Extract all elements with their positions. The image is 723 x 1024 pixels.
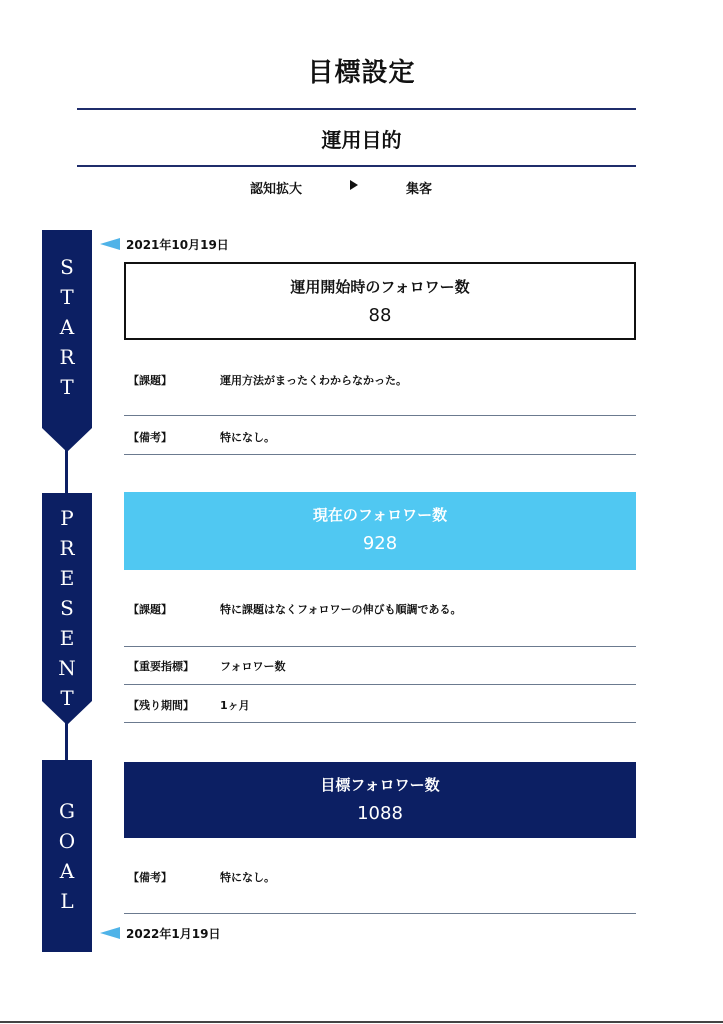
- banner-letter: T: [60, 285, 74, 309]
- banner-letter: E: [59, 626, 75, 650]
- row-divider: [124, 684, 636, 685]
- banner-letter: L: [60, 889, 74, 913]
- goal-follower-label: 目標フォロワー数: [320, 776, 440, 794]
- present-follower-box: [124, 492, 636, 570]
- start-follower-label: 運用開始時のフォロワー数: [290, 278, 470, 296]
- banner-letter: E: [59, 566, 75, 590]
- banner-letter: T: [60, 375, 74, 399]
- goal-note-text: 特になし。: [220, 871, 275, 884]
- present-kpi-label: 【重要指標】: [128, 660, 194, 673]
- row-divider: [124, 646, 636, 647]
- date-pointer-icon: [100, 927, 120, 939]
- row-divider: [124, 415, 636, 416]
- present-follower-value: 928: [362, 533, 398, 554]
- purpose-from: 認知拡大: [250, 182, 303, 197]
- banner-letter: A: [59, 859, 75, 883]
- banner-letter: N: [58, 656, 76, 680]
- banner-letter: S: [60, 596, 74, 620]
- arrow-right-icon: [350, 180, 358, 190]
- banner-letter: R: [59, 536, 75, 560]
- banner-letter: O: [58, 829, 76, 853]
- present-remaining-label: 【残り期間】: [128, 699, 194, 712]
- banner-letter: R: [59, 345, 75, 369]
- page-title: 目標設定: [307, 58, 416, 88]
- present-follower-label: 現在のフォロワー数: [312, 506, 448, 524]
- banner-letter: S: [60, 255, 74, 279]
- goal-date: 2022年1月19日: [126, 927, 221, 941]
- goal-note-label: 【備考】: [128, 871, 172, 884]
- start-note-label: 【備考】: [128, 431, 172, 444]
- goal-follower-value: 1088: [357, 803, 403, 824]
- start-follower-value: 88: [368, 305, 392, 326]
- banner-letter: P: [60, 506, 74, 530]
- row-divider: [124, 722, 636, 723]
- row-divider: [124, 454, 636, 455]
- timeline-connector: [65, 450, 68, 494]
- row-divider: [124, 913, 636, 914]
- banner-letter: A: [59, 315, 75, 339]
- title-divider: [77, 108, 636, 110]
- timeline-connector: [65, 723, 68, 763]
- start-date: 2021年10月19日: [126, 238, 229, 252]
- present-remaining-text: 1ヶ月: [220, 699, 250, 712]
- section-title: 運用目的: [321, 128, 402, 152]
- start-banner-tip: [42, 428, 92, 452]
- start-issue-text: 運用方法がまったくわからなかった。: [220, 374, 407, 387]
- present-issue-label: 【課題】: [128, 603, 172, 616]
- start-follower-box: [124, 262, 636, 340]
- goal-follower-box: [124, 762, 636, 838]
- date-pointer-icon: [100, 238, 120, 250]
- banner-letter: T: [60, 686, 74, 710]
- purpose-to: 集客: [406, 182, 433, 197]
- banner-letter: G: [59, 799, 75, 823]
- present-kpi-text: フォロワー数: [220, 660, 286, 673]
- start-note-text: 特になし。: [220, 431, 275, 444]
- start-issue-label: 【課題】: [128, 374, 172, 387]
- start-banner-letters: [42, 252, 92, 402]
- present-banner-letters: [42, 503, 92, 713]
- goal-banner-letters: [42, 796, 92, 916]
- subtitle-divider: [77, 165, 636, 167]
- page-bottom-edge: [0, 1021, 723, 1023]
- present-issue-text: 特に課題はなくフォロワーの伸びも順調である。: [220, 603, 462, 616]
